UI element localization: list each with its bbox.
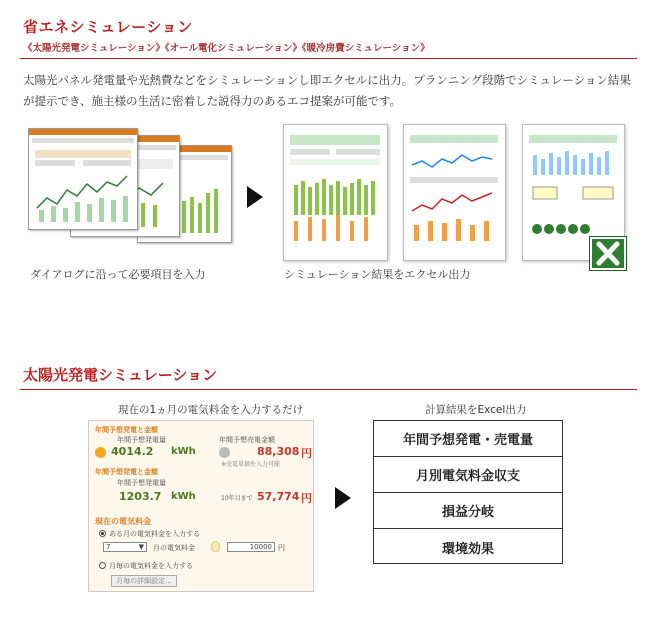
section-divider-2 xyxy=(20,389,637,390)
lightbulb-icon xyxy=(211,541,220,552)
sale-note: ※売電単価を入力可能 xyxy=(221,461,281,468)
report-chart-thumbnail xyxy=(284,125,387,260)
excel-results-list xyxy=(373,420,563,564)
savings-yen: 円 xyxy=(301,492,312,505)
result-annual-generation: 年間予想発電・売電量 xyxy=(374,421,562,457)
radio-monthly-label: 月毎の電気料金を入力する xyxy=(109,562,193,570)
excel-icon xyxy=(590,237,626,270)
solar-input-panel xyxy=(88,420,314,592)
month-select[interactable]: 7 ▼ xyxy=(103,542,147,552)
right-arrow-icon xyxy=(247,186,263,208)
section-title-eco-simulation: 省エネシミュレーション xyxy=(23,18,193,36)
generation-unit: kWh xyxy=(171,446,196,457)
consumption-unit: kWh xyxy=(171,491,196,502)
sun-icon xyxy=(95,447,106,458)
chevron-down-icon: ▼ xyxy=(138,543,144,551)
consumption-value: 1203.7 xyxy=(119,490,162,503)
caption-excel-output: シミュレーション結果をエクセル出力 xyxy=(284,268,471,281)
result-monthly-balance: 月別電気料金収支 xyxy=(374,457,562,493)
generation-label: 年間予想発電量 xyxy=(117,436,166,444)
dialog-form-thumbnail xyxy=(29,146,137,230)
output-caption: 計算結果をExcel出力 xyxy=(425,404,527,416)
coin-icon xyxy=(219,447,230,458)
result-environment: 環境効果 xyxy=(441,541,494,557)
section-description: 太陽光パネル発電量や光熱費などをシミュレーションし即エクセルに出力。プランニング段階でシミュレーション結果が提示でき、施主様の生活に密着した説得力のあるエコ提案が可能です。 xyxy=(23,73,631,108)
section-subtitle: 《太陽光発電シミュレーション》《オール電化シミュレーション》《暖冷房費シミュレーション》 xyxy=(23,43,430,54)
report-line-chart-thumbnail xyxy=(404,125,505,260)
savings-label: 10年目まで xyxy=(221,495,253,502)
consumption-label: 年間予想発電量 xyxy=(117,479,166,487)
panel-head-current-fee: 現在の電気料金 xyxy=(95,517,151,526)
fee-input[interactable]: 10000 xyxy=(227,542,275,552)
panel-head-generation: 年間予想発電と金額 xyxy=(95,426,158,434)
excel-report-page-2 xyxy=(403,124,506,261)
section-title-solar-simulation: 太陽光発電シミュレーション xyxy=(23,366,218,384)
sale-yen: 円 xyxy=(301,447,312,460)
caption-dialog-input: ダイアログに沿って必要項目を入力 xyxy=(30,268,206,281)
input-caption: 現在の1ヵ月の電気料金を入力するだけ xyxy=(118,404,304,416)
sale-label: 年間予想売電金額 xyxy=(219,436,275,444)
radio-single-month[interactable] xyxy=(99,530,106,537)
dialog-screenshot-1 xyxy=(28,128,138,230)
month-suffix-label: 月の電気料金 xyxy=(153,544,195,552)
excel-report-page-1 xyxy=(283,124,388,261)
right-arrow-icon xyxy=(335,487,351,509)
savings-value: 57,774 xyxy=(257,490,300,503)
fee-unit: 円 xyxy=(278,544,285,552)
radio-monthly[interactable] xyxy=(99,562,106,569)
sale-value: 88,308 xyxy=(257,445,300,458)
panel-head-consumption: 年間予想発電と金額 xyxy=(95,468,158,476)
monthly-detail-button[interactable]: 月毎の詳細設定... xyxy=(111,575,177,587)
radio-single-month-label: ある月の電気料金を入力する xyxy=(109,530,200,538)
result-break-even: 損益分岐 xyxy=(374,493,562,529)
generation-value: 4014.2 xyxy=(111,445,154,458)
section-divider xyxy=(20,58,637,59)
